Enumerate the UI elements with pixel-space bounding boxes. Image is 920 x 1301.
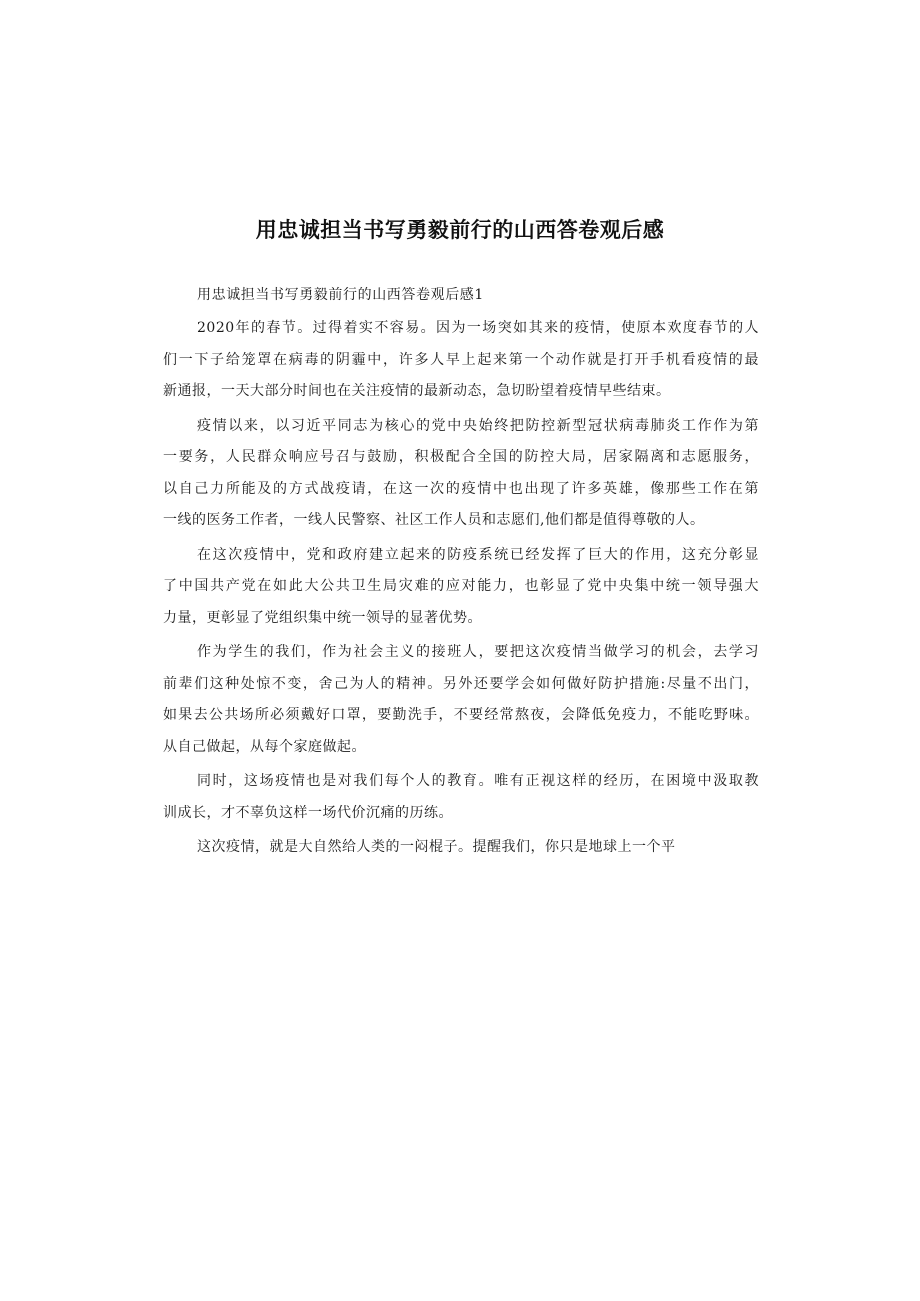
paragraph-5 [163,766,759,829]
essay-subtitle: 用忠诚担当书写勇毅前行的山西答卷观后感1 [197,287,484,303]
paragraph-4 [163,637,759,763]
paragraph-line: 这次疫情，就是大自然给人类的一闷棍子。提醒我们，你只是地球上一个平 [197,839,676,855]
paragraph-line: 从自己做起，从每个家庭做起。 [163,738,366,755]
paragraph-line: 同时，这场疫情也是对我们每个人的教育。唯有正视这样的经历，在困境中汲取教 [197,773,759,789]
paragraph-line: 如果去公共场所必须戴好口罩，要勤洗手，不要经常熬夜，会降低免疫力，不能吃野味。 [163,707,759,723]
paragraph-line: 一线的医务工作者，一线人民警察、社区工作人员和志愿们,他们都是值得尊敬的人。 [163,512,705,528]
paragraph-line: 以自己力所能及的方式战疫请，在这一次的疫情中也出现了许多英雄，像那些工作在第 [163,480,759,497]
paragraph-line: 疫情以来，以习近平同志为核心的党中央始终把防控新型冠状病毒肺炎工作作为第 [197,417,759,434]
paragraph-line: 了中国共产党在如此大公共卫生局灾难的应对能力，也彰显了党中央集中统一领导强大 [163,578,759,594]
paragraph-line: 力量，更彰显了党组织集中统一领导的显著优势。 [163,609,482,626]
paragraph-6 [163,832,759,864]
paragraph-line: 在这次疫情中，党和政府建立起来的防疫系统已经发挥了巨大的作用，这充分彰显 [197,546,759,563]
paragraph-2 [163,411,759,537]
paragraph-line: 前辈们这种处惊不变，舍己为人的精神。另外还要学会如何做好防护措施:尽量不出门， [163,675,759,692]
paragraph-line: 新通报，一天大部分时间也在关注疫情的最新动态，急切盼望着疫情早些结束。 [163,383,671,399]
paragraph-line: 训成长，才不辜负这样一场代价沉痛的历练。 [163,804,453,821]
paragraph-line: 们一下子给笼罩在病毒的阴霾中，许多人早上起来第一个动作就是打开手机看疫情的最 [163,351,759,368]
document-body [163,280,759,864]
paragraph-3 [163,540,759,635]
paragraph-line: 2020年的春节。过得着实不容易。因为一场突如其来的疫情，使原本欢度春节的人 [197,320,759,336]
paragraph-1 [163,313,759,408]
document-title: 用忠诚担当书写勇毅前行的山西答卷观后感 [255,218,665,242]
paragraph-line: 作为学生的我们，作为社会主义的接班人，要把这次疫情当做学习的机会，去学习 [197,644,759,660]
paragraph-line: 一要务，人民群众响应号召与鼓励，积极配合全国的防控大局，居家隔离和志愿服务， [163,449,759,465]
